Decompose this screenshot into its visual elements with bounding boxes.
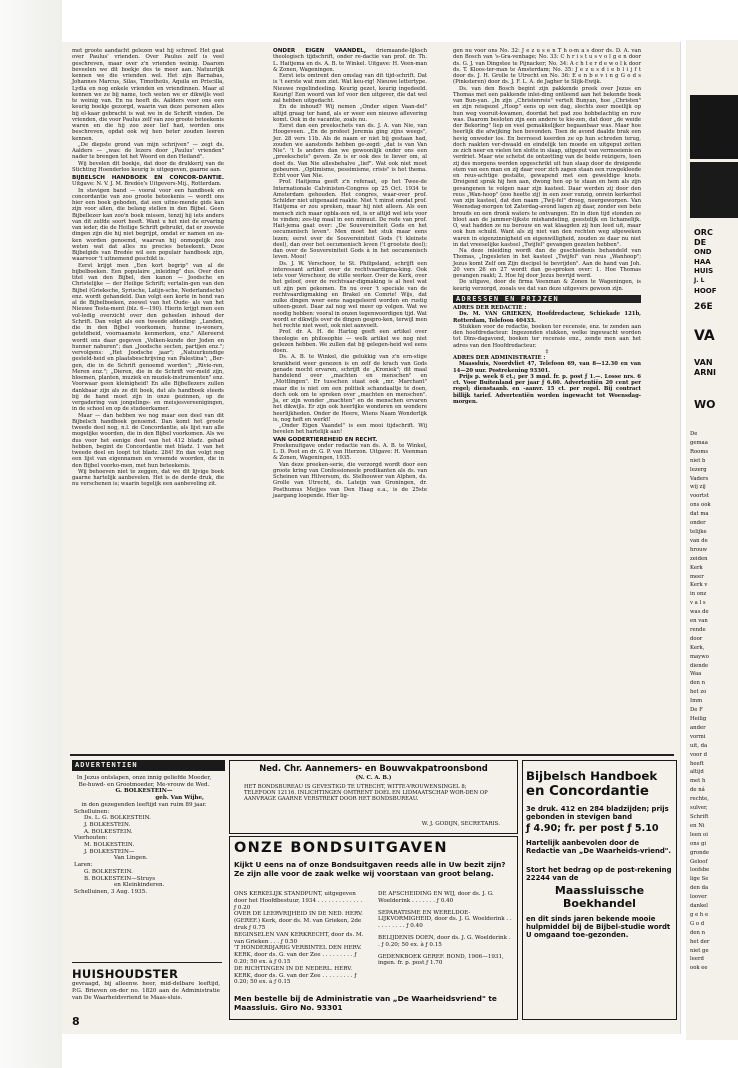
article-paragraph: Wij bevelen dit boekje, dat door de drukkerij van de Stichting Hoenderloo keurig is uitgegeven, gaarne aan.: [72, 160, 224, 173]
facing-page-line: maywo: [690, 653, 709, 660]
announcement-name: A. BOLKESTEIN.: [84, 828, 133, 835]
masthead-fragment: [690, 162, 738, 218]
facing-page-line: De: [690, 431, 698, 437]
article-paragraph: Eerst iets omtrent den omslag van dit tijd-schrift. Dat is 't eerste wat men ziet. Wat keu-rig! Nieuwe lettertype. Nieuwe regelindeeling. Keurig gezet, keurig ingedeeld. Keurig! Een woord van lof voor den uitgever, die dat wel zal hebben uitgedacht.: [273, 73, 427, 104]
ad-price: ƒ 4.90; fr. per post ƒ 5.10: [526, 823, 659, 834]
facing-page-line: door: [690, 635, 703, 642]
masthead-fragment-text: DE: [694, 238, 707, 247]
address-line: Maassluis, Noordvliet 47, Telefoon 69, van 8—12.30 en van 14—20 uur. Postrekening 93301.: [453, 361, 641, 374]
ad-text: Hartelijk aanbevolen door de Redactie van „De Waarheids-vriend".: [526, 839, 671, 855]
article-paragraph: Van deze preeken-serie, die verzorgd wordt door een groote kring van Confessioneele predikanten als ds. van Scheinen van Hilversum, ds. Stelhouwer van Alphen, ds. Grolle van Utrecht, ds. Lateijn van Groningen, dr. Posthumus Meijjes van Den Haag e.a., is de 25ste jaargang loopende. Hier lig-: [273, 461, 427, 499]
review-heading-bijbelsch-handboek: [72, 175, 224, 188]
facing-page-line: ander: [690, 724, 706, 731]
facing-page-line: wij zij: [690, 484, 706, 491]
facing-page-line: Waa: [690, 671, 702, 678]
facing-page-line: Kerk: [690, 564, 703, 571]
facing-page-line: gemaa: [690, 439, 708, 446]
article-paragraph: Na deze inleiding wordt dan de geschiedenis behandeld van Thomas, „Ingesleten in het kasteel „Twijfel" van reus „Wanhoop"; Jezus komt Zelf om Zijn discipel te bevrijden". Aan de hand van Joh. 20 vers 26 en 27 wordt dan ge-sproken over: 1. Hoe Thomas gevangen raakt; 2. Hoe hij door Jezus bevrijd werd.: [453, 248, 641, 279]
divider-ornament: ‡: [545, 348, 549, 355]
classified-text: gevraagd, bij alleenw. heer, mid-delbare leeftijd, P.G. Brieven on-der no. 1820 aan de Administratie van De Waarheidsvriend te Maas-sluis.: [72, 981, 220, 1001]
masthead-fragment-text: ORC: [694, 228, 713, 237]
facing-page-line: Heilig: [690, 716, 707, 722]
review-title: VAN GODERTIEREHEID EN RECHT.: [273, 436, 378, 443]
facing-page-line: was de: [690, 609, 709, 616]
facing-page-line: hrouw: [690, 546, 708, 553]
publication-item: 'T HONDERDJARIG VERBINTEL DEN HERV. KERK, door ds. G. van der Zee . . . . . . . . . ƒ 0.20; 50 ex. à ƒ 0.15: [234, 945, 362, 965]
announcement-name: geb. Van Wijhe,: [155, 795, 204, 802]
ad-order-footer: Men bestelle bij de Administratie van „De Waarheidsvriend" te Maassluis. Giro No. 93301: [234, 994, 497, 1012]
facing-page-line: den da: [690, 885, 709, 892]
facing-page-line: rechte,: [690, 796, 709, 803]
address-heading-redactie: ADRES DER REDACTIE :: [453, 305, 527, 311]
ad-title: Ned. Chr. Aannemers- en Bouwvakpatroonsbond: [259, 763, 488, 773]
facing-page-line: ons gi: [690, 840, 707, 847]
facing-page-line: het zo: [690, 689, 707, 696]
divider-rule: [70, 754, 674, 756]
facing-page-line: uit, da: [690, 742, 708, 749]
article-paragraph: met groote aandacht gelezen wat hij schreef. Het gaat over Paulus' vrienden. Over Paulus zelf is veel geschreven, maar over z'n vrienden weinig. Daarom beveelen we dit boekje des te meer aan. Natuurlijk kennen we die vrienden wel. Het zijn Barnabas, Johannes Marcus, Silas, Timotheüs, Aquila en Priscilla, Lydia en nog enkele vrienden en vriendinnen. Maar al kennen we ze bij name, toch weten we er dikwijls veel te weinig van. En nu heeft ds. Aalders voor ons een keurig boekje gezorgd, waarin van deze personen alles bij el-kaar gebracht is wat we in de Schrift vinden. De vrienden, die voor Paulus zelf van zoo groote beteekenis waren en die hij zoo zeer lief had, worden ons beschreven, opdat ook wij hen beter zouden leeren kennen.: [72, 48, 224, 142]
article-paragraph: Ds. J. W. Verschoor, te St. Philipsland, schrijft een interessant artikel over de rechtvaardigma-king. Ook iets voor Verschoor, de stille werker. Over de Kerk, over het geloof, over de rechtvaar-digmaking is al heel wat uit zijn pen gekomen. En nu over 't speciale van de rechtvaardigmaking en Brakel en Comrie! Wijs, dat zulke dingen weer eens nagegeleerd worden en rustig uiteen-gezet. Daar zal nog wel meer op volgen. Wat we noodig hebben: vooral in onzen tegenwoordigen tijd. Wat wordt er dikwijls over de dingen gespro-ken, terwijl men het rechte niet weet, ook niet aanvoelt.: [273, 260, 427, 329]
ad-signature: W. J. GODIJN, SECRETARIS.: [421, 821, 500, 827]
facing-page-line: Rooms: [690, 448, 709, 455]
announcement-name: Ds. L. G. BOLKESTEIN.: [84, 815, 151, 822]
masthead-fragment: [690, 95, 738, 159]
section-title: ADRESSEN EN PRIJZEN: [456, 294, 559, 303]
facing-page-line: vormi: [690, 733, 706, 740]
article-paragraph: Eerst dan een preekschets van ds. J. A. van Nie, van Hoogeveen. „En de profeet Jeremia ging zijns weegs", Jer. 28 vers 11b. Als de naam er niet bij gestaan had, zouden we aanstonds hebben ge-zegd: „dat is van Van Nie". 't Is anders dan we gewoonlijk onder ons een „preekschets" geven. Ze is er ook des te liever om, al doet ds. Van Nie allesbehalve „lief". Wat ook niet moet gebeuren. „Optimisme, pessimisme, crisis" is het thema. Echt voor Van Nie.: [273, 123, 427, 179]
facing-page-line: de ná: [690, 787, 705, 794]
masthead-fragment-text: OND: [694, 248, 712, 256]
facing-page-line: Vaders: [690, 475, 709, 482]
facing-page-line: en Ni: [690, 822, 705, 829]
facing-page-line: G o d: [690, 920, 705, 927]
facing-page-line: ook ee: [690, 965, 708, 972]
article-column-3: [453, 48, 641, 405]
ad-title: ONZE BONDSUITGAVEN: [234, 840, 448, 856]
announcement-date: Schelluinen, 3 Aug. 1935.: [74, 888, 148, 895]
facing-page-line: leerd: [690, 956, 704, 963]
announcement-name: en Kleinkinderen.: [114, 882, 165, 889]
article-paragraph: En de inhoud? Wij nemen „Onder eigen Vaan-del" altijd graag ter hand, als er weer een nieuwe aflevering komt. Ook in de vacantie, zoals nu.: [273, 104, 427, 123]
facing-page-line: dat ma: [690, 511, 709, 518]
facing-page-line: van de: [690, 537, 708, 544]
announcement-text: In Jezus ontslapen, onze innig geliefde Moeder, Be-huwd- en Grootmoeder, Me-vrouw de Wed.: [76, 775, 212, 788]
address-line: Ds. M. VAN GRIEKEN, Hoofdredacteur, Schiekade 121b, Rotterdam, Telefoon 40433.: [453, 311, 641, 324]
ad-subtitle: (N. C. A. B.): [355, 775, 392, 781]
announcement-name: Van Lingen.: [114, 855, 148, 862]
review-title: ONDER EIGEN VAANDEL,: [273, 48, 366, 54]
announcement-text: in den gezegenden leeftijd van ruim 89 jaar.: [81, 801, 207, 808]
announcement-name: J. BOLKESTEIN—: [84, 848, 135, 855]
publication-item: ONS KERKELIJK STANDPUNT, uitgegeven door het Hoofdbestuur, 1934 . . . . . . . . . . . . . ƒ 0.20: [234, 891, 363, 911]
article-paragraph: Wij behoeven niet te zeggen, dat we dit lijvige boek gaarne hartelijk aanbevelen. Het is de derde druk, die nu verschenen is; waarin tegelijk een aanbeveling zit.: [72, 468, 224, 488]
article-paragraph: Maar — dan hebben we nog maar een deel van dit Bijbelsch handboek genoemd. Dan komt het groote tweede deel nog, n.l. de Concordantie, als lijst van alle mogelijke woorden, die in den Bijbel voorkomen. Als we dus voor het eenige deel van het 412 bladz. gehad hebben, begint de Concordantie met bladz. 1 van het tweede deel en loopt tot bladz. 284! En dan volgt nog een lijst van eigennamen en vreemde woorden, die in den Bijbel voorko-men, met hun beteekenis.: [72, 412, 224, 469]
review-publisher: driemaande-lijksch theologisch tijdschrift, onder re-dactie van prof. dr. Th. L. Haitjema en ds. A. B. te Winkel. Uitgave: H. Veen-man & Zonen, Wageningen.: [273, 48, 427, 73]
facing-page-line: leen oi: [690, 831, 708, 838]
article-paragraph: Preekenuitgave onder redactie van ds. A. B. te Winkel, L. D. Poot en dr. G. P. van Itterzon. Uitgave: H. Veenman & Zonen, Wageningen, 1935.: [273, 442, 427, 462]
ad-lead: Kijkt U eens na of onze Bondsuitgaven reeds alle in Uw bezit zijn? Ze zijn alle voor de zaak welke wij voorstaan van groot belang.: [234, 860, 506, 878]
masthead-fragment-text: VA: [694, 328, 715, 344]
advertisements-label: ADVERTENTIEN: [72, 760, 225, 771]
facing-page-line: den n: [690, 680, 706, 687]
publication-item: SEPARATISME EN WERELDOE-LIJKVORMIGHEID, door ds. J. G. Woelderink . . . . . . . . . . ƒ 0.40: [378, 909, 512, 930]
family-announcement: [74, 775, 214, 896]
facing-page-line: lezerg: [690, 466, 707, 473]
ad-box-bondsuitgaven: [229, 836, 518, 1020]
masthead-fragment-text: J. L: [694, 277, 705, 284]
divider-rule: [72, 962, 222, 963]
ad-box-bouwvakpatroonsbond: [229, 760, 518, 834]
article-column-2: [273, 48, 427, 499]
ad-text: Stort het bedrag op de post-rekening 22244 van de: [526, 866, 672, 882]
facing-page-line: niet ge: [690, 947, 709, 954]
announcement-place: Vierhouten:: [74, 835, 108, 842]
publication-item: BEGINSELEN VAN KERKRECHT, door ds. M. van Grieken . . . ƒ 0.50: [234, 931, 364, 945]
announcement-place: Laren:: [74, 862, 93, 869]
facing-page-line: diende: [690, 662, 709, 669]
article-paragraph: De uitgave, door de firma Veenman & Zonen te Wageningen, is keurig verzorgd, zooals we dat van deze uitgevers gewoon zijn.: [453, 279, 641, 292]
ad-box-bijbelsch-handboek: [522, 760, 677, 1020]
facing-page-line: heeft: [690, 760, 704, 767]
masthead-fragment-text: VAN: [694, 358, 713, 367]
classified-title: HUISHOUDSTER: [72, 967, 179, 981]
publication-list-right: [378, 891, 512, 967]
ad-bookshop-name: Maassluissche: [554, 884, 645, 897]
publication-item: DE AFSCHEIDING EN WIJ, door ds. J. G. Woelderink . . . . . . . ƒ 0.40: [378, 891, 494, 904]
ad-text: en dit sinds jaren bekende mooie hulpmiddel bij de Bijbel-studie wordt U omgaand toe-gezonden.: [526, 915, 671, 939]
review-title: BIJBELSCH HANDBOEK EN CONCOR-DANTIE.: [72, 175, 224, 181]
facing-page-line: Geloof: [690, 858, 708, 865]
facing-page-line: rende: [690, 626, 706, 633]
facing-page-line: sulver,: [690, 805, 708, 812]
article-paragraph: Ds. van den Bosch begint zijn pakkende preek over Jezus en Thomas met een pakkende inlei-ding ontleend aan het bekende boek van Bun-yan. „In zijn „Christenreis" vertelt Bunyan, hoe „Christen" en zijn reisgezel „Hoop" eens op een dag, slechts zeer moeilijk op hun weg vooruit-kwamen, doordat het pad zoo hobbelachtig en ruw was. Daarom besloten zijn een andere te kie-zen, dat door „de weide der Bekoring" liep en veel gemakkelijker begaanbaar was. Maar hoe heerlijk die afwijking hen bevonden. Toen de avond daalde brak een hevig onweder los. En bevreesd keerden ze op hun schreden terug, doch raakten ver-dwaald en eindelijk ten moede en uitgeput zetten ze zich neer en vielen ten slotte in slaap, uitgeput van vermoeienis en verdriet. Maar wie schetst de ontzetting van de beide reizigers, toen zij des morgens werden opgeschrikt uit hun slaap door de dreigende stem van een man en zij daar voor zich zagen staan een ruwgekleede en reus-achtige gestalte, gewapend met een geweldige knots. Dreigend sprak hij hen aan, dwong hen op te staan en hem als zijn gevangenen te volgen naar zijn kasteel. Daar werden zij door den reus „Wan-hoop" (zoo heette zij) in een zeer vunzig, onrein kerkerhol van zijn kasteel, dat den naam „Twij-fel" droeg, neergeworpen. Van Woensdag-morgen tot Zaterdag-avond lagen zij daar, zonder een bete brouds en een dronk waters te ontvangen. En in dien tijd stonden ze bloot aan de jammer-lijkste mishandeling, geestelijk en lichamelijk. O, wat hadden ze nu berouw en wat klaagden zij hun leed uit, maar ook hun schuld. Want als zij niet van den rechten weg afgeweken waren in eigenzinnigheid en eigenwilligheid, zouden ze daar nu niet in dat vreeselijke kasteel „Twijfel" gevangen gezeten hebben".: [453, 85, 641, 248]
facing-page-line: Kerk v: [690, 582, 708, 589]
ad-bookshop-name: Boekhandel: [563, 897, 636, 910]
facing-page-line: niet b: [690, 457, 706, 464]
masthead-fragment-text: HUIS: [694, 267, 714, 275]
masthead-fragment-text: HAA: [694, 258, 711, 266]
ad-title: Bijbelsch Handboek: [526, 769, 658, 783]
facing-page-column: [690, 430, 738, 973]
facing-page-line: gronde: [690, 849, 710, 856]
price-information: Prijs p. week 6 ct.; per 3 mnd. fr. p. post ƒ 1.—. Losse nrs. 6 ct. Voor Buitenland per jaar ƒ 6.60. Advertentiën 20 cent per regel; dienstaanb. en -aanvr. 15 ct. per regel. Bij contract billijk tarief. Advertentiën worden ingewacht tot Woensdag-morgen.: [453, 373, 641, 405]
ad-title: en Concordantie: [526, 784, 649, 799]
section-banner-adressen: [453, 295, 641, 303]
article-paragraph: „Onder Eigen Vaandel" is een mooi tijdschrift. Wij bevelen het hartelijk aan!: [273, 423, 427, 436]
publication-item: OVER DE LEERVRIJHEID IN DE NED. HERV. (GEREF.) Kerk, door ds. M. van Grieken, 2de druk ƒ 0.75: [234, 911, 363, 931]
facing-page-line: Kerk,: [690, 644, 705, 651]
article-paragraph: Eerst krijgt men „Een kort begrip" van al de bijbelboeken. Een populaire „inleiding" dus. Over den titel van den Bijbel, den kanon — Joodsche en Christelijke — der Heilige Schrift; vertalin-gen van den Bijbel (Grieksche, Syrische, Latijn-sche, Nederlandsche) enz. wordt gehandeld. Dan volgt een korte in hond van al de Bijbelboeken, zoowel van het Oude- als van het Nieuwe Testa-ment (blz. 6—190). Hierin krijgt men een vol-ledig overzicht over den geheelen inhoud der Schrift. Dan volgt als een tweede afdeeling: „Landen, die in den Bijbel voorkomen, hunne in-woners, geteldheid, voornaamste kenmerken, enz." Allereerst wordt ons daar gegeven „Volken-kunde der Joden en hunner naburen"; dan „Joodsche secten, partijen enz."; vervolgens: „Het Joodsche jaar"; „Natuurkundige gesteld-heid en plaatsbeschrijving van Palestina"; „Ber-gen, die in de Schrift genoemd worden"; „Rivie-ren, Meren enz."; „Dieren, die in de Schrift vor-meld zijn, bloemen, planten, muziek en muziek-instrumenten" enz. Voorwaar geen kleinigheid! En alle Bijbellezers zullen dankbaar zijn als ze dit boek, dat als handboek steeds bij de hand moet zijn in onze gezinnen, op de vergadering van jongelings- en meisjesvereenigingen, in de school en op de studeerkamer.: [72, 262, 224, 413]
facing-page-line: De F: [690, 707, 703, 714]
publication-item: GEDENKBOEK GEREF. BOND, 1906—1931, ingen. fr. p. post ƒ 1.70: [378, 953, 504, 967]
masthead-fragment-text: 26E: [694, 302, 713, 312]
article-paragraph: In stevigen band — vooral voor een handboek en concordantie van zoo groote beteekenis — wordt ons hier een boek geboden, dat een uitne-mende gids kan zijn voor allen, die belang stellen in den Bijbel. Geen Bijbellezer kan zoo'n boek missen, tenzij hij iets anders van dit zelfde soort heeft. Want u het niet de ervaring van ieder, die de Heilige Schrift gebruikt, dat er zoovele dingen zijn die hij niet begrijpt, omdat er namen en za-ken worden genoemd, waarvan hij onmogelijk zou weten wat dat alles nu precies beteekent. Deze Bijbelgids van Bredée wil een populair handboek zijn, waarvoor 't uitnemend geschikt is.: [72, 187, 224, 263]
review-heading-onder-eigen-vaandel: [273, 48, 427, 73]
announcement-name: M. BOLKESTEIN.: [84, 842, 135, 849]
facing-page-line: in onz: [690, 591, 707, 598]
page-number: 8: [72, 1015, 80, 1028]
announcement-place: Schelluinen:: [74, 808, 110, 815]
article-paragraph: Prof. dr. A. H. de Hartog geeft een artikel over theologie en philosophie — welk artikel we nog niet gelezen hebben. We zullen dat bij gelegen-heid wel eens doen.: [273, 329, 427, 354]
facing-page-line: v a l s: [690, 600, 706, 607]
facing-page-line: meer: [690, 573, 704, 580]
facing-page-line: telijke: [690, 528, 707, 535]
publication-item: DE RICHTINGEN IN DE NEDERL. HERV. KERK, door ds. G. van der Zee . . . . . . . . . ƒ 0.20; 50 ex. à ƒ 0.15: [234, 965, 357, 986]
article-paragraph: Ds. A. B. te Winkel, die gelukkig van z'n ern-stige krankheid weer genezen is en zelf de krach van Gods genade mocht ervaren, schrijft de „Kroniek"; dit maal handelend over „machten en menschen" en „Mottlingen". Er tusschen staat ook „mr. Marchant" maar die is niet om een politiek schandaaltje te doen, doch ook om te spreken over „machten en menschen". Ja, er zijn wonder „machten" en de menschen ervaren het dikwijls. Er zijn ook heerlijke wonderen en wondere heerlijkheden. Onder de Heere, Wiens Naam Wonderlijk is, nog heft en werkt!: [273, 354, 427, 423]
article-column-1: [72, 48, 224, 488]
facing-page-line: voor d: [690, 751, 707, 758]
facing-page-line: zeiden: [690, 555, 708, 562]
page-binding-margin: [0, 0, 62, 1068]
facing-page-line: loofsbe: [690, 867, 710, 874]
masthead-fragment-text: ARNI: [694, 368, 717, 377]
facing-page-line: voortst: [690, 493, 709, 500]
article-paragraph: Prof. Haitjema geeft z'n referaat, op het Twee-de Internationale Calvinisten-Congres op 25 Oct. 1934 te Amsterdam gehouden. Het congres, waar-over prof. Schilder niet uitgenaaid raakte. Niet 't minst omdat prof. Haitjema er zou spreken, maar hij niet alleen. Als een mensch zich maar opbla-zen wil, is er altijd wel iets voor te vinden; zes-tig maal in een minuut. De rede van prof. Hait-jema gaat over: „De Souvereiniteit Gods en het oecumenisch leven". Men moet het stuk maar eens lezen; eerst over de Souvereiniteit Gods ('t kleinste deel), dan over het oecumenisch leven ('t grootste deel); dan over de Souvereiniteit Gods à in het oecumenisch leven. Mooi!: [273, 179, 427, 261]
facing-page-line: onder: [690, 520, 706, 527]
facing-page-line: het der: [690, 938, 710, 945]
review-publisher: Uitgave: N. V. J. M. Bredée's Uitgevers-Mij., Rotterdam.: [72, 181, 222, 188]
facing-page-line: g e h e: [690, 911, 709, 918]
facing-page-line: den n: [690, 929, 706, 936]
facing-page-line: met h: [690, 778, 706, 785]
facing-page-line: loover: [690, 894, 707, 901]
article-paragraph: gen nu voor ons No. 32: J e z u s e n T h o-m a s door ds. D. A. van den Bosch van 's-Gra-venhage; No. 33: C h r i s t u s v o l g e n door ds. G. J. van Dingstee te Pijnacker; No. 34: A c h t e r d e w o l k door ds. T. Kloos-ter-man te Amsterdam; No. 35: J e z u s d i e b l i j f t door ds. J. H. Grolle te Utrecht en No. 36: E e n b e v i n g G o d s (Pinksteren) door ds. J. F. L. A. de Jagher te Slijk-Ewijk.: [453, 48, 641, 86]
announcement-name: G. BOLKESTEIN.: [84, 868, 133, 875]
ad-text: HET BONDSBUREAU IS GEVESTIGD TE UTRECHT, WITTE-VROUWENSINGEL 8; TELEFOON 12116. INLICHTINGEN OMTRENT DOEL EN LIDMAATSCHAP WOR-DEN OP AANVRAGE GAARNE VERSTREKT DOOR HET BONDSBUREAU.: [244, 784, 488, 803]
announcement-name: J. BOLKESTEIN.: [84, 821, 131, 828]
announcement-name: G. BOLKESTEIN—: [115, 788, 173, 795]
article-paragraph: „De diepste grond van mijn schrijven" — zegt ds. Aalders — „was: de lezers door „Paulus' vrienden" nader te brengen tot het Woord en den Heiland".: [72, 141, 224, 161]
address-line: Stukken voor de redactie, boeken ter recensie, enz. te zenden aan den hoofdredacteur. Ingezonden stukken, welke ingewacht worden tot Dins-dagavond, boeken ter recensie enz., zende men aan het adres van den Hoofdredacteur.: [453, 323, 641, 349]
classified-ad-housekeeper: [72, 967, 220, 1001]
facing-page-line: Imm: [690, 698, 703, 705]
facing-page-edge: [686, 40, 738, 1040]
masthead-fragment-text: WO: [694, 398, 716, 411]
publication-item: BELIJDENIS DOEN, door ds. J. G. Woelderink . . ƒ 0.20; 50 ex. à ƒ 0.15: [378, 934, 511, 948]
address-heading-administratie: ADRES DER ADMINISTRATIE :: [453, 355, 546, 361]
ad-text: 3e druk. 412 en 284 bladzijden; prijs gebonden in stevigen band: [526, 805, 669, 821]
announcement-name: B. BOLKESTEIN—Struys: [84, 875, 156, 882]
facing-page-line: lige Se: [690, 876, 709, 883]
facing-page-line: Schrift: [690, 813, 709, 820]
facing-page-line: altijd: [690, 769, 704, 776]
facing-page-line: en van: [690, 618, 708, 625]
publication-list-left: [234, 891, 366, 986]
masthead-fragment-text: HOOF: [694, 287, 717, 295]
facing-page-line: ons ook: [690, 502, 711, 509]
facing-page-line: dankel: [690, 903, 708, 910]
